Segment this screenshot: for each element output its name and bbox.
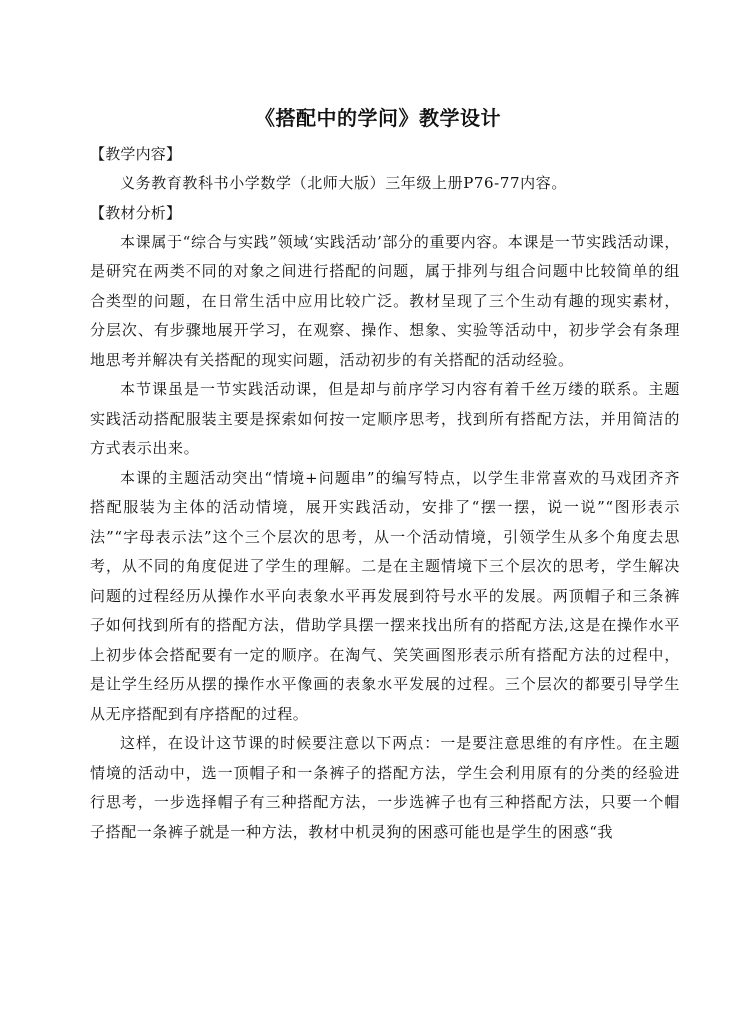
section-heading-material-analysis: 【教材分析】 <box>90 203 182 222</box>
material-analysis-paragraph-4: 这样，在设计这节课的时候要注意以下两点：一是要注意思维的有序性。在主题情境的活动中，选一顶帽子和一条裤子的搭配方法，学生会利用原有的分类的经验进行思考，一步选择帽子有三种搭配方法，一步选裤子也有三种搭配方法，只要一个帽子搭配一条裤子就是一种方法，教材中机灵狗的困惑可能也是学生的困惑“我 <box>90 734 680 841</box>
material-analysis-paragraph-2: 本节课虽是一节实践活动课，但是却与前序学习内容有着千丝万缕的联系。主题实践活动搭配服装主要是探索如何按一定顺序思考，找到所有搭配方法，并用简洁的方式表示出来。 <box>90 380 680 457</box>
material-analysis-paragraph-1: 本课属于“综合与实践”领域‘实践活动’部分的重要内容。本课是一节实践活动课，是研究在两类不同的对象之间进行搭配的问题，属于排列与组合问题中比较简单的组合类型的问题，在日常生活中应用比较广泛。教材呈现了三个生动有趣的现实素材，分层次、有步骤地展开学习，在观察、操作、想象、实验等活动中，初步学会有条理地思考并解决有关搭配的现实问题，活动初步的有关搭配的活动经验。 <box>90 232 680 369</box>
document-title: 《搭配中的学问》教学设计 <box>255 106 501 130</box>
document-body <box>90 140 680 847</box>
teaching-content-paragraph: 义务教育教科书小学数学（北师大版）三年级上册P76-77内容。 <box>120 174 567 192</box>
section-heading-teaching-content: 【教学内容】 <box>90 145 182 163</box>
material-analysis-paragraph-3: 本课的主题活动突出“情境+问题串”的编写特点，以学生非常喜欢的马戏团齐齐搭配服装为主体的活动情境，展开实践活动，安排了“摆一摆，说一说”“图形表示法”“字母表示法”这个三个层次的思考，从一个活动情境，引领学生从多个角度去思考，从不同的角度促进了学生的理解。二是在主题情境下三个层次的思考，学生解决问题的过程经历从操作水平向表象水平再发展到符号水平的发展。两顶帽子和三条裤子如何找到所有的搭配方法，借助学具摆一摆来找出所有的搭配方法,这是在操作水平上初步体会搭配要有一定的顺序。在淘气、笑笑画图形表示所有搭配方法的过程中，是让学生经历从摆的操作水平像画的表象水平发展的过程。三个层次的都要引导学生从无序搭配到有序搭配的过程。 <box>90 468 680 723</box>
